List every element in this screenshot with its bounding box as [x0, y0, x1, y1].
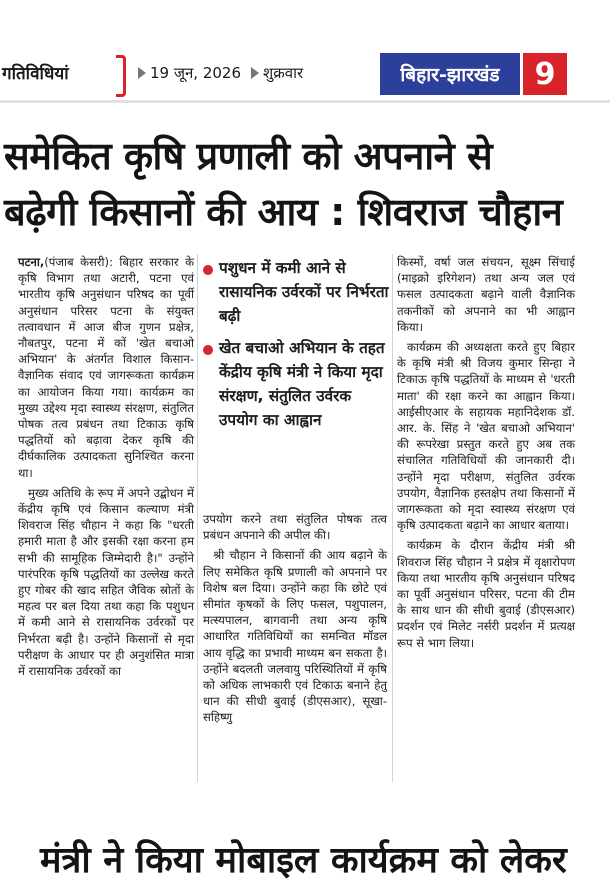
section-name: गतिविधियां [2, 64, 69, 84]
page-number: 9 [523, 53, 567, 95]
paragraph-text: (पंजाब केसरी): बिहार सरकार के कृषि विभाग तथा अटारी, पटना एवं भारतीय कृषि अनुसंधान परिषद का पूर्वी अनुसंधान परिसर पटना के संयुक्त तत्वावधान में आज बीज गुणन प्रक्षेत्र, नौबतपुर, पटना में कों 'खेत बचाओ अभियान' के अंतर्गत विशाल किसान-वैज्ञानिक संवाद एवं जागरूकता कार्यक्रम का आयोजन किया गया। कार्यक्रम का मुख्य उद्देश्य मृदा स्वास्थ्य संरक्षण, संतुलित पोषक तत्व प्रबंधन तथा टिकाऊ कृषि पद्धतियों को बढ़ावा देकर कृषि की दीर्घकालिक उत्पादकता सुनिश्चित करना था। [18, 255, 194, 480]
paragraph: श्री चौहान ने किसानों की आय बढ़ाने के लिए समेकित कृषि प्रणाली को अपनाने पर विशेष बल दिया। उन्होंने कहा कि छोटे एवं सीमांत कृषकों के लिए फसल, पशुपालन, मत्स्यपालन, बागवानी तथा अन्य कृषि आधारित गतिविधियों का समन्वित मॉडल आय वृद्धि का प्रभावी माध्यम बन सकता है। उन्होंने बदलती जलवायु परिस्थितियों में कृषि को अधिक लाभकारी एवं टिकाऊ बनाने हेतु धान की सीधी बुवाई (डीएसआर), सूखा-सहिष्णु [203, 548, 387, 725]
highlight-item [203, 336, 391, 432]
edition-label: बिहार-झारखंड [380, 53, 520, 95]
highlight-item [203, 256, 391, 328]
article-column-1 [18, 254, 194, 683]
headline-line-2: बढ़ेगी किसानों की आय : शिवराज चौहान [4, 190, 563, 234]
highlight-text: खेत बचाओ अभियान के तहत केंद्रीय कृषि मंत्री ने किया मृदा संरक्षण, संतुलित उर्वरक उपयोग का आह्वान [219, 339, 385, 429]
headline-line-1: समेकित कृषि प्रणाली को अपनाने से [4, 134, 493, 178]
article-column-3 [397, 254, 575, 655]
bullet-icon [203, 345, 213, 355]
header-divider [0, 100, 610, 103]
dateline: पटना, [18, 255, 45, 269]
triangle-icon [251, 67, 259, 79]
highlight-text: पशुधन में कमी आने से रासायनिक उर्वरकों पर निर्भरता बढ़ी [219, 259, 389, 325]
highlights-box [203, 256, 391, 440]
article-column-2 [203, 511, 387, 730]
triangle-icon [138, 67, 146, 79]
paragraph: मुख्य अतिथि के रूप में अपने उद्बोधन में केंद्रीय कृषि एवं किसान कल्याण मंत्री शिवराज सिंह चौहान ने कहा कि "धरती हमारी माता है और इसकी रक्षा करना हम सभी की सामूहिक जिम्मेदारी है।" उन्होंने पारंपरिक कृषि पद्धतियों का उल्लेख करते हुए गोबर की खाद सहित जैविक स्रोतों के महत्व पर बल दिया तथा कहा कि पशुधन में कमी आने से रासायनिक उर्वरकों पर निर्भरता बढ़ी है। उन्होंने किसानों से मृदा परीक्षण के आधार पर ही अनुशंसित मात्रा में रासायनिक उर्वरकों का [18, 485, 194, 679]
page-header [0, 50, 610, 102]
paragraph: कार्यक्रम की अध्यक्षता करते हुए बिहार के कृषि मंत्री श्री विजय कुमार सिन्हा ने टिकाऊ कृषि पद्धतियों के माध्यम से 'धरती माता' की रक्षा करने का आह्वान किया। आईसीएआर के सहायक महानिदेशक डॉ. आर. के. सिंह ने 'खेत बचाओ अभियान' की रूपरेखा प्रस्तुत करते हुए अब तक संचालित गतिविधियों की जानकारी दी। उन्होंने मृदा परीक्षण, संतुलित उर्वरक उपयोग, वैज्ञानिक हस्तक्षेप तथा किसानों में जागरूकता को मृदा स्वास्थ्य संरक्षण एवं कृषि उत्पादकता बढ़ाने का आधार बताया। [397, 340, 575, 533]
bullet-icon [203, 265, 213, 275]
column-divider [392, 254, 393, 782]
paragraph: कार्यक्रम के दौरान केंद्रीय मंत्री श्री शिवराज सिंह चौहान ने प्रक्षेत्र में वृक्षारोपण किया तथा भारतीय कृषि अनुसंधान परिषद का पूर्वी अनुसंधान परिसर, पटना की टीम के साथ धान की सीधी बुवाई (डीएसआर) प्रदर्शन एवं मिलेट नर्सरी प्रदर्शन में प्रत्यक्ष रूप से भाग लिया। [397, 538, 575, 650]
paragraph [18, 254, 194, 481]
section-bracket-decoration [116, 55, 126, 97]
next-headline-text: मंत्री ने किया मोबाइल कार्यक्रम को लेकर [40, 840, 567, 881]
date-line [138, 63, 303, 83]
issue-day: शुक्रवार [263, 64, 304, 82]
article-headline [4, 128, 604, 240]
issue-date: 19 जून, 2026 [150, 64, 242, 82]
next-article-headline [0, 828, 610, 881]
column-divider [197, 254, 198, 782]
paragraph: उपयोग करने तथा संतुलित पोषक तत्व प्रबंधन अपनाने की अपील की। [203, 512, 387, 543]
paragraph: किस्मों, वर्षा जल संचयन, सूक्ष्म सिंचाई (माइक्रो इरिगेशन) तथा अन्य जल एवं फसल उत्पादकता बढ़ाने वाली वैज्ञानिक तकनीकों को अपनाने का भी आह्वान किया। [397, 255, 575, 334]
